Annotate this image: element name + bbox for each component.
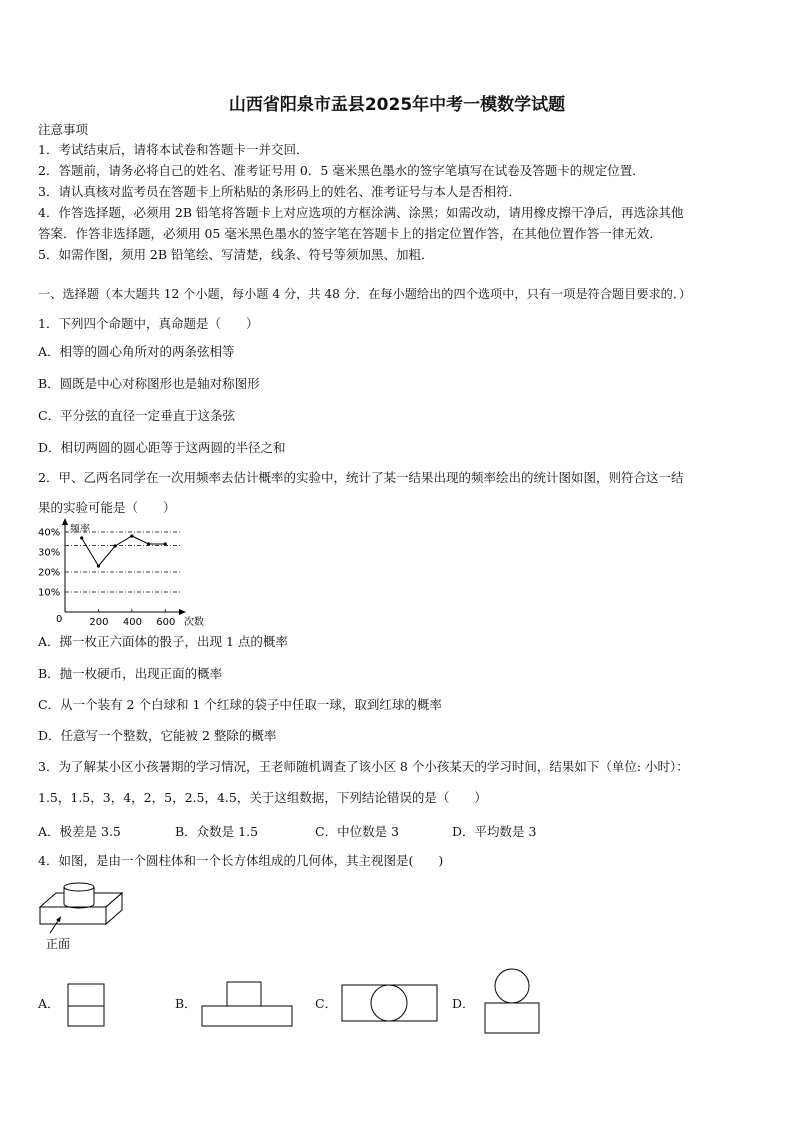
- q1-option-b: B．圆既是中心对称图形也是轴对称图形: [38, 376, 260, 391]
- q4-solid-figure: [34, 880, 134, 955]
- chart-x-tick-label: 600: [156, 617, 176, 628]
- q1-stem: 1．下列四个命题中，真命题是（ ）: [38, 316, 259, 331]
- q2-option-b: B．抛一枚硬币，出现正面的概率: [38, 666, 223, 681]
- q4-option-d-figure: [482, 966, 542, 1036]
- chart-data-point: [80, 536, 83, 539]
- notice-item-2: 2．答题前，请务必将自己的姓名、准考证号用 0．5 毫米黑色墨水的签字笔填写在试卷及答题卡的规定位置．: [38, 163, 645, 178]
- notice-item-1: 1．考试结束后，请将本试卷和答题卡一并交回．: [38, 142, 309, 157]
- chart-y-tick-label: 20%: [38, 567, 61, 579]
- q3-stem-line1: 3．为了解某小区小孩暑期的学习情况，王老师随机调查了该小区 8 个小孩某天的学习时间，结果如下（单位: 小时）：: [38, 759, 689, 774]
- q3-option-d: D．平均数是 3: [452, 824, 537, 839]
- chart-origin-label: 0: [56, 614, 63, 625]
- q4-option-c-label: C．: [315, 996, 338, 1011]
- q4-option-b-label: B．: [175, 996, 197, 1011]
- q4-option-b-figure: [200, 980, 295, 1028]
- q1-option-d: D．相切两圆的圆心距等于这两圆的半径之和: [38, 440, 286, 455]
- q4-option-a-label: A．: [38, 996, 60, 1011]
- front-label: 正面: [46, 937, 71, 951]
- q2-option-a: A．掷一枚正六面体的骰子，出现 1 点的概率: [38, 634, 288, 649]
- q4-option-c-figure: [340, 982, 440, 1024]
- chart-x-tick-label: 200: [89, 617, 109, 628]
- notice-item-5: 5．如需作图，须用 2B 铅笔绘、写清楚，线条、符号等须加黑、加粗．: [38, 247, 434, 262]
- q4-option-a-figure: [66, 982, 106, 1028]
- box-front-face: [40, 907, 106, 924]
- chart-series-line: [82, 536, 166, 566]
- q3-option-a: A．极差是 3.5: [38, 824, 121, 839]
- chart-data-point: [114, 544, 117, 547]
- chart-data-point: [147, 542, 150, 545]
- q3-stem-line2: 1.5，1.5，3，4，2，5，2.5，4.5，关于这组数据，下列结论错误的是（ ）: [38, 790, 487, 805]
- chart-y-tick-label: 10%: [38, 587, 61, 599]
- q3-option-b: B．众数是 1.5: [175, 824, 259, 839]
- q2-stem-line1: 2．甲、乙两名同学在一次用频率去估计概率的实验中，统计了某一结果出现的频率绘出的统计图如图，则符合这一结: [38, 470, 684, 485]
- notice-item-4-cont: 答案．作答非选择题，必须用 05 毫米黑色墨水的签字笔在答题卡上的指定位置作答，在其他位置作答一律无效．: [38, 226, 662, 241]
- chart-data-point: [97, 564, 100, 567]
- q2-option-d: D．任意写一个整数，它能被 2 整除的概率: [38, 728, 277, 743]
- q2-stem-line2: 果的实验可能是（ ）: [38, 500, 176, 515]
- chart-y-arrow: [62, 518, 68, 525]
- chart-xlabel: 次数: [184, 617, 204, 628]
- notice-item-3: 3．请认真核对监考员在答题卡上所粘贴的条形码上的姓名、准考证号与本人是否相符．: [38, 184, 521, 199]
- chart-y-tick-label: 30%: [38, 547, 61, 559]
- chart-x-arrow: [179, 609, 186, 615]
- chart-ylabel: 频率: [70, 524, 90, 535]
- q1-option-a: A．相等的圆心角所对的两条弦相等: [38, 344, 235, 359]
- notice-heading: 注意事项: [38, 122, 89, 137]
- chart-x-tick-label: 400: [122, 617, 142, 628]
- chart-y-tick-label: 40%: [38, 527, 61, 539]
- q4-stem: 4．如图，是由一个圆柱体和一个长方体组成的几何体，其主视图是( ): [38, 853, 444, 868]
- section-heading: 一、选择题（本大题共 12 个小题，每小题 4 分，共 48 分．在每小题给出的四个选项中，只有一项是符合题目要求的．）: [38, 287, 692, 301]
- frequency-chart: [30, 518, 220, 633]
- chart-data-point: [164, 542, 167, 545]
- q1-option-c: C．平分弦的直径一定垂直于这条弦: [38, 408, 236, 423]
- q2-option-c: C．从一个装有 2 个白球和 1 个红球的袋子中任取一球，取到红球的概率: [38, 697, 442, 712]
- cylinder-top: [64, 883, 94, 891]
- page-title: 山西省阳泉市盂县2025年中考一模数学试题: [228, 95, 566, 115]
- chart-data-point: [130, 534, 133, 537]
- q3-option-c: C．中位数是 3: [315, 824, 399, 839]
- q4-option-d-label: D．: [452, 996, 475, 1011]
- notice-item-4: 4．作答选择题，必须用 2B 铅笔将答题卡上对应选项的方框涂满、涂黑；如需改动，请用橡皮擦干净后，再选涂其他: [38, 205, 684, 220]
